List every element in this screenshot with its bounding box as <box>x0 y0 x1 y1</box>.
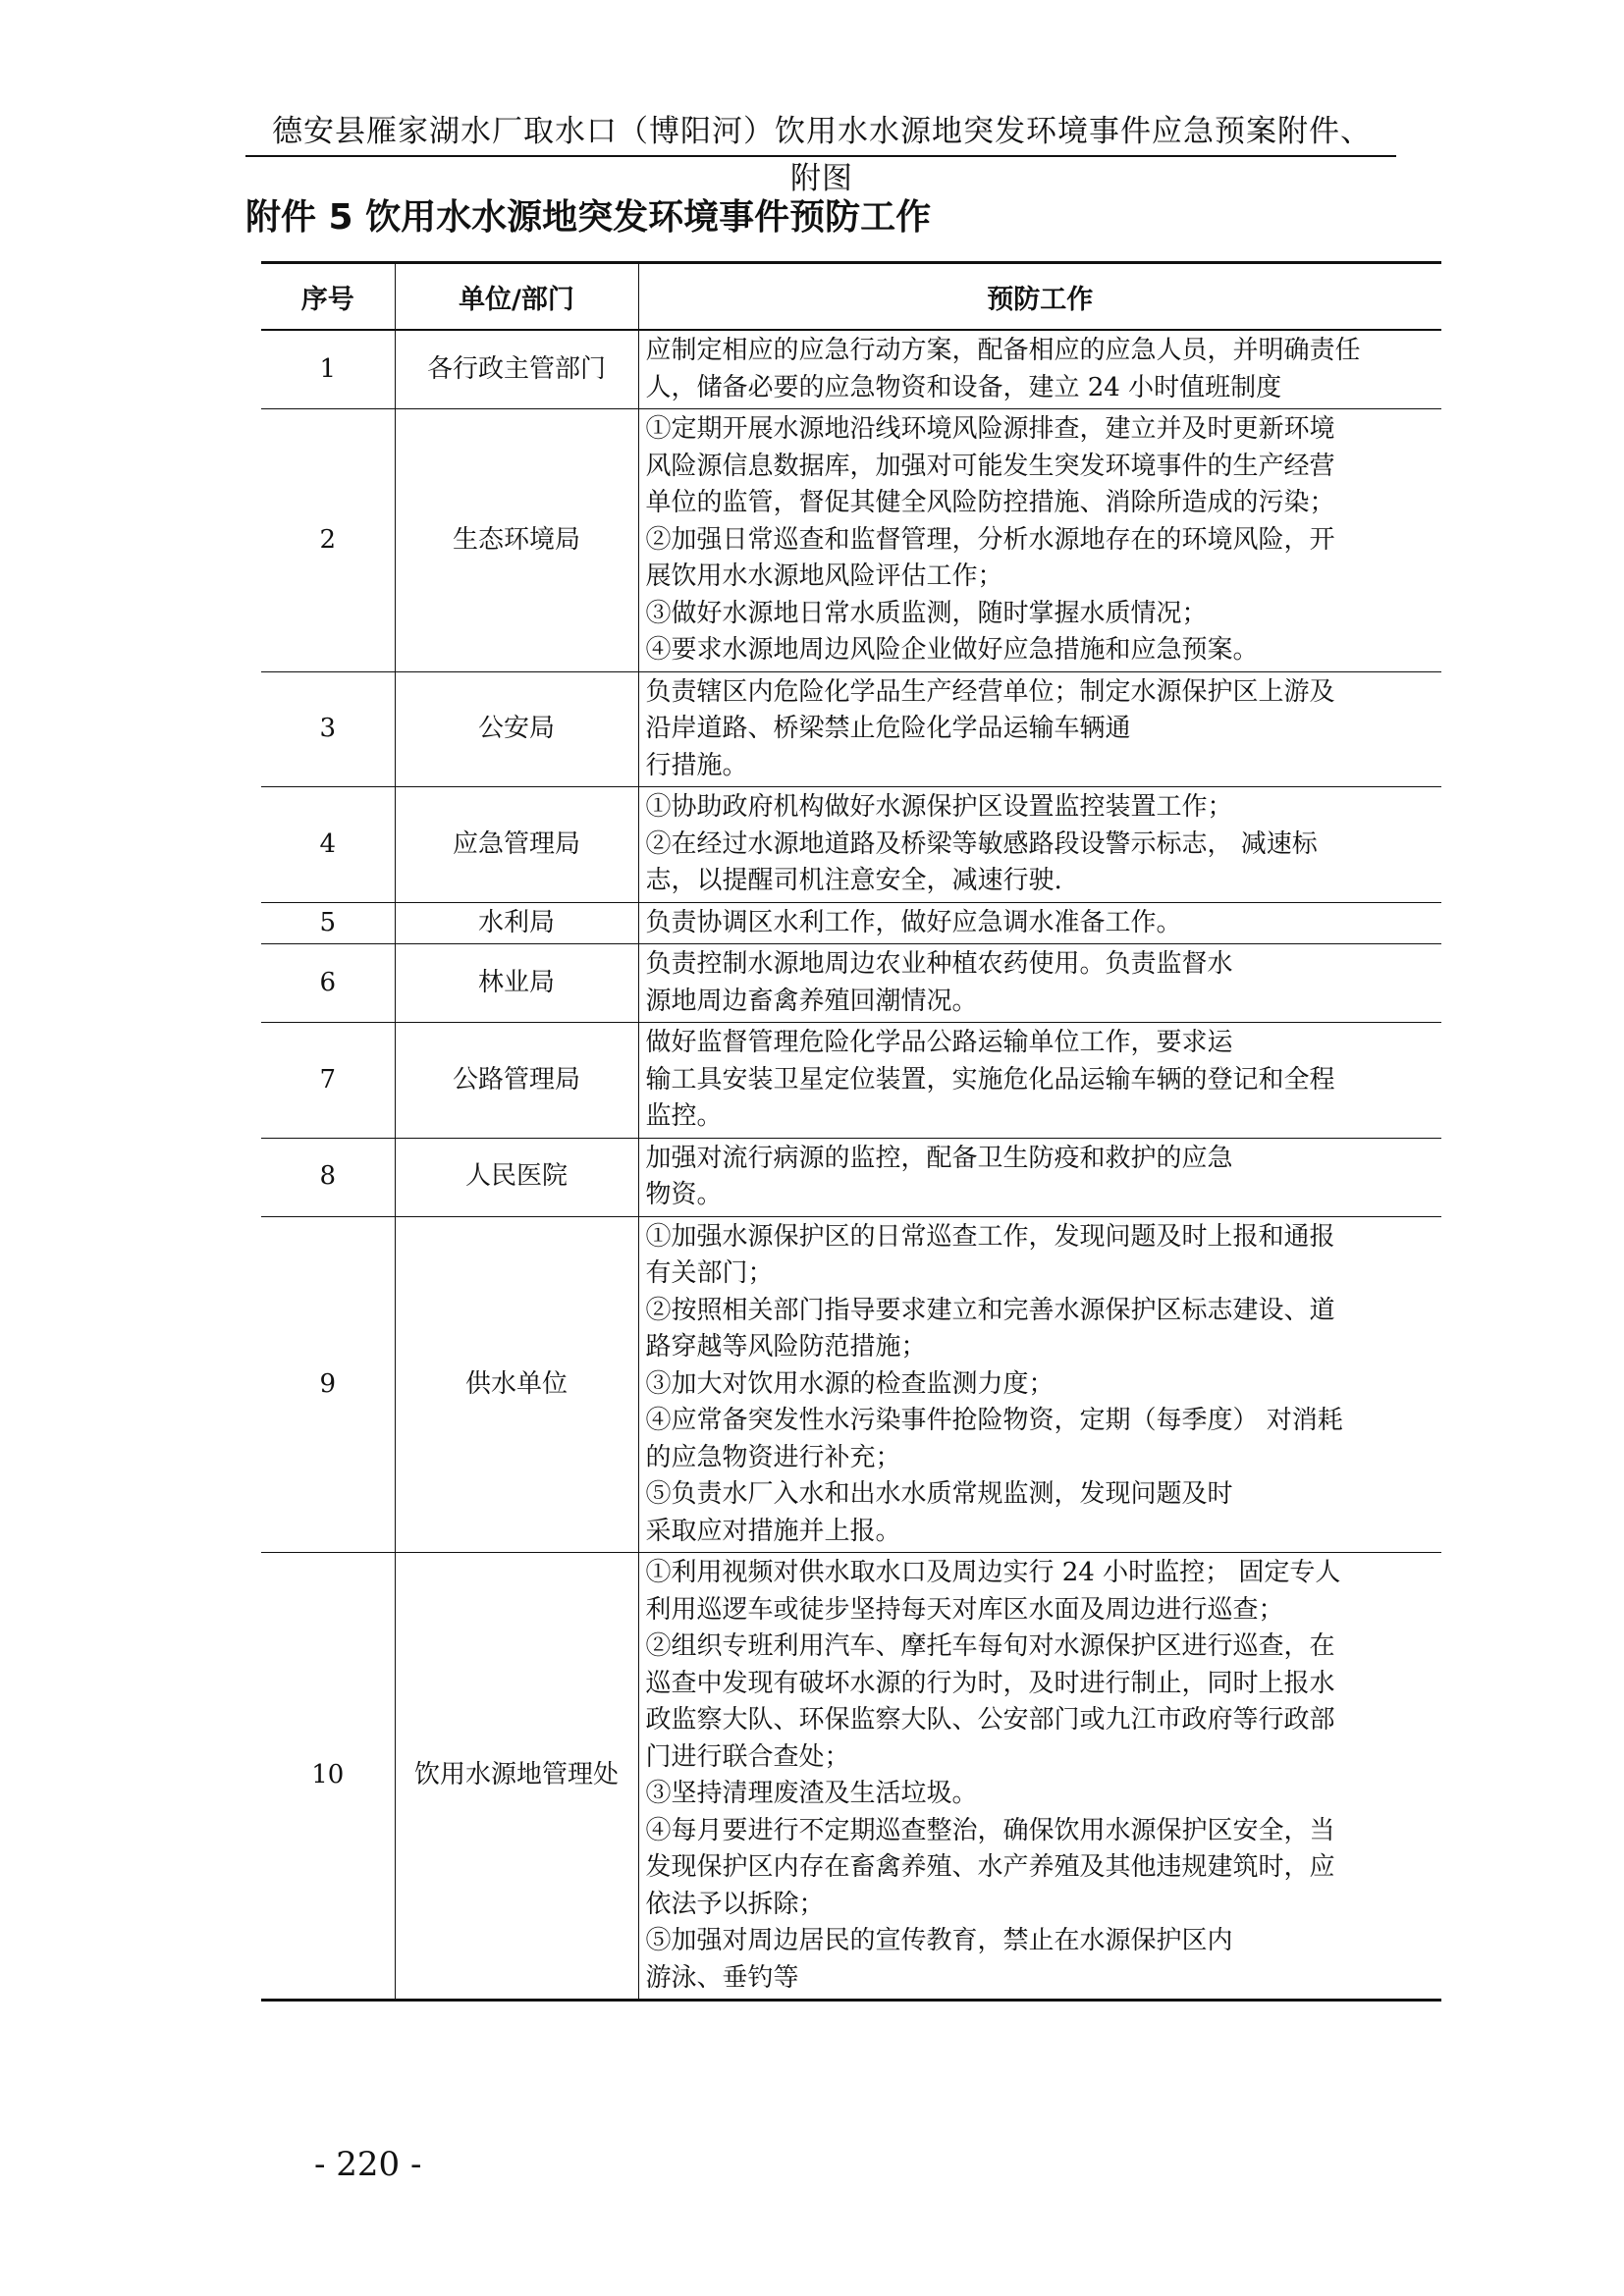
table-header-row <box>261 263 1441 331</box>
work-line: 志，以提醒司机注意安全，减速行驶. <box>645 866 1062 895</box>
work-line: ②在经过水源地道路及桥梁等敏感路段设警示标志， 减速标 <box>645 828 1318 859</box>
work-line: 源地周边畜禽养殖回潮情况。 <box>645 986 978 1016</box>
column-header-work: 预防工作 <box>638 263 1441 331</box>
work-line: ④应常备突发性水污染事件抢险物资，定期（每季度） 对消耗 <box>645 1406 1343 1435</box>
row-number: 7 <box>261 1023 395 1139</box>
work-line: ⑤加强对周边居民的宣传教育，禁止在水源保护区内 <box>645 1926 1233 1955</box>
table-row <box>261 1216 1441 1553</box>
page-number: - 220 - <box>314 2145 422 2184</box>
work-line: ①利用视频对供水取水口及周边实行 24 小时监控； 固定专人 <box>645 1558 1341 1587</box>
work-line: ②加强日常巡查和监督管理，分析水源地存在的环境风险，开 <box>645 524 1335 555</box>
row-number: 3 <box>261 671 395 787</box>
table-row <box>261 944 1441 1023</box>
work-line: 沿岸道路、桥梁禁止危险化学品运输车辆通 <box>645 714 1131 743</box>
row-number: 4 <box>261 787 395 903</box>
row-number: 8 <box>261 1138 395 1216</box>
row-number: 2 <box>261 409 395 672</box>
work-line: ③坚持清理废渣及生活垃圾。 <box>645 1779 978 1808</box>
work-line: 加强对流行病源的监控，配备卫生防疫和救护的应急 <box>645 1143 1233 1173</box>
prevention-work <box>638 671 1441 787</box>
row-number: 6 <box>261 944 395 1023</box>
department-name: 林业局 <box>395 944 638 1023</box>
department-name: 应急管理局 <box>395 787 638 903</box>
running-header: 德安县雁家湖水厂取水口（博阳河）饮用水水源地突发环境事件应急预案附件、附图 <box>272 114 1372 196</box>
work-line: ①协助政府机构做好水源保护区设置监控装置工作； <box>645 792 1233 822</box>
table-row <box>261 902 1441 944</box>
work-line: 应制定相应的应急行动方案，配备相应的应急人员，并明确责任 <box>645 336 1361 365</box>
work-line: 行措施。 <box>645 750 748 780</box>
work-line: 做好监督管理危险化学品公路运输单位工作，要求运 <box>645 1028 1233 1057</box>
department-name: 饮用水源地管理处 <box>395 1553 638 2001</box>
work-line: ①加强水源保护区的日常巡查工作，发现问题及时上报和通报 <box>645 1221 1335 1252</box>
prevention-work <box>638 1216 1441 1553</box>
work-line: ③加大对饮用水源的检查监测力度； <box>645 1368 1055 1399</box>
work-line: ①定期开展水源地沿线环境风险源排查，建立并及时更新环境 <box>645 414 1335 444</box>
work-line: 负责协调区水利工作，做好应急调水准备工作。 <box>645 907 1182 937</box>
department-name: 供水单位 <box>395 1216 638 1553</box>
prevention-work <box>638 1553 1441 2001</box>
work-line: ⑤负责水厂入水和出水水质常规监测，发现问题及时 <box>645 1479 1233 1509</box>
column-header-unit: 单位/部门 <box>395 263 638 331</box>
work-line: 的应急物资进行补充； <box>645 1442 901 1472</box>
work-line: 门进行联合查处； <box>645 1741 850 1772</box>
prevention-work <box>638 787 1441 903</box>
work-line: 物资。 <box>645 1180 723 1209</box>
prevention-work <box>638 944 1441 1023</box>
work-line: 采取应对措施并上报。 <box>645 1516 901 1546</box>
attachment-title: 附件 5 饮用水水源地突发环境事件预防工作 <box>245 197 932 238</box>
department-name: 公安局 <box>395 671 638 787</box>
work-line: 发现保护区内存在畜禽养殖、水产养殖及其他违规建筑时，应 <box>645 1852 1335 1882</box>
table-row <box>261 330 1441 409</box>
work-line: 负责控制水源地周边农业种植农药使用。负责监督水 <box>645 949 1233 979</box>
row-number: 1 <box>261 330 395 409</box>
prevention-work <box>638 902 1441 944</box>
work-line: 利用巡逻车或徒步坚持每天对库区水面及周边进行巡查； <box>645 1594 1284 1625</box>
prevention-work <box>638 1023 1441 1139</box>
work-line: 游泳、垂钓等 <box>645 1962 799 1993</box>
work-line: 人，储备必要的应急物资和设备，建立 24 小时值班制度 <box>645 372 1282 402</box>
table-row <box>261 1023 1441 1139</box>
table-row <box>261 1138 1441 1216</box>
work-line: 巡查中发现有破坏水源的行为时，及时进行制止，同时上报水 <box>645 1668 1335 1698</box>
row-number: 10 <box>261 1553 395 2001</box>
column-header-no: 序号 <box>261 263 395 331</box>
prevention-work-table <box>261 261 1441 2002</box>
work-line: 路穿越等风险防范措施； <box>645 1332 927 1362</box>
work-line: 依法予以拆除； <box>645 1889 825 1919</box>
row-number: 9 <box>261 1216 395 1553</box>
work-line: ④要求水源地周边风险企业做好应急措施和应急预案。 <box>645 635 1259 665</box>
prevention-work <box>638 409 1441 672</box>
work-line: 展饮用水水源地风险评估工作； <box>645 561 1003 591</box>
work-line: 风险源信息数据库，加强对可能发生突发环境事件的生产经营 <box>645 451 1335 481</box>
row-number: 5 <box>261 902 395 944</box>
table-row <box>261 409 1441 672</box>
work-line: ③做好水源地日常水质监测，随时掌握水质情况； <box>645 598 1208 628</box>
table-row <box>261 787 1441 903</box>
header-rule <box>245 155 1396 157</box>
prevention-work <box>638 1138 1441 1216</box>
work-line: 负责辖区内危险化学品生产经营单位；制定水源保护区上游及 <box>645 676 1335 707</box>
department-name: 人民医院 <box>395 1138 638 1216</box>
work-line: ②组织专班利用汽车、摩托车每旬对水源保护区进行巡查，在 <box>645 1631 1335 1661</box>
work-line: ②按照相关部门指导要求建立和完善水源保护区标志建设、道 <box>645 1295 1335 1325</box>
work-line: ④每月要进行不定期巡查整治，确保饮用水源保护区安全，当 <box>645 1815 1335 1845</box>
table-row <box>261 671 1441 787</box>
table-body <box>261 330 1441 2001</box>
work-line: 政监察大队、环保监察大队、公安部门或九江市政府等行政部 <box>645 1705 1335 1735</box>
department-name: 水利局 <box>395 902 638 944</box>
work-line: 单位的监管，督促其健全风险防控措施、消除所造成的污染； <box>645 488 1335 517</box>
department-name: 公路管理局 <box>395 1023 638 1139</box>
work-line: 监控。 <box>645 1101 723 1131</box>
table-row <box>261 1553 1441 2001</box>
prevention-work <box>638 330 1441 409</box>
department-name: 生态环境局 <box>395 409 638 672</box>
work-line: 有关部门； <box>645 1258 774 1288</box>
department-name: 各行政主管部门 <box>395 330 638 409</box>
work-line: 输工具安装卫星定位装置，实施危化品运输车辆的登记和全程 <box>645 1064 1335 1095</box>
